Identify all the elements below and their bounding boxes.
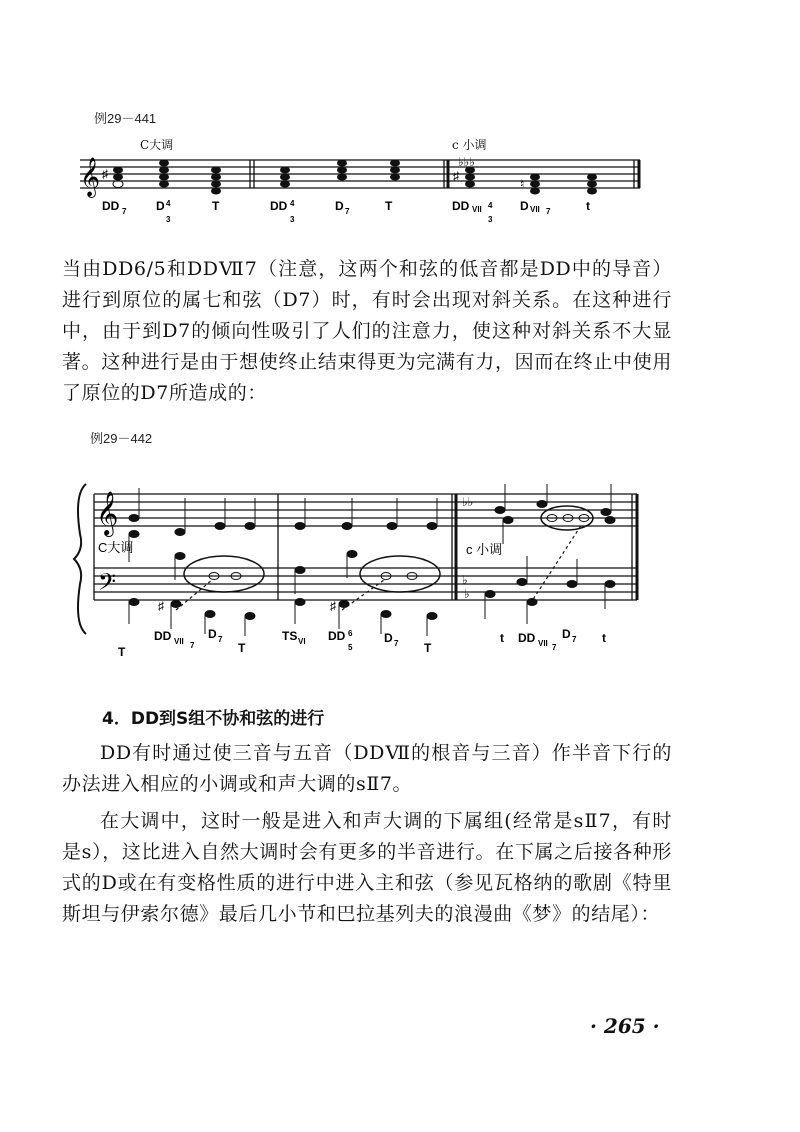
svg-text:6: 6 — [348, 629, 353, 638]
section-heading: 4．DD到S组不协和弦的进行 — [102, 709, 325, 729]
svg-text:DD: DD — [328, 629, 346, 643]
svg-text:VII: VII — [174, 637, 184, 646]
svg-text:T: T — [424, 641, 432, 655]
svg-text:T: T — [385, 199, 393, 213]
svg-text:5: 5 — [348, 643, 353, 652]
paragraph-text: 当由DD6/5和DDⅦ7（注意，这两个和弦的低音都是DD中的导音）进行到原位的属七和弦（D7）时，有时会出现对斜关系。在这种进行中，由于到D7的倾向性吸引了人们的注意力，使这种对斜关系不大显著。这种进行是由于想使终止结束得更为完满有力，因而在终止中使用了原位的D7所造成的： — [62, 258, 672, 404]
svg-text:♭♭: ♭♭ — [462, 495, 474, 509]
svg-text:♮: ♮ — [520, 177, 525, 191]
svg-text:DD: DD — [452, 199, 470, 213]
svg-text:7: 7 — [546, 207, 551, 216]
body-paragraph-1 — [62, 254, 672, 409]
svg-text:♯: ♯ — [158, 599, 164, 613]
svg-text:7: 7 — [572, 635, 577, 644]
svg-text:7: 7 — [190, 641, 195, 650]
svg-text:7: 7 — [345, 207, 350, 216]
music-example-441 — [80, 150, 650, 240]
svg-text:4: 4 — [290, 199, 295, 208]
body-paragraph-2 — [62, 738, 672, 800]
svg-text:♯: ♯ — [330, 599, 336, 613]
chord-noteheads — [113, 160, 597, 195]
chord-symbols — [118, 627, 606, 659]
svg-text:3: 3 — [166, 215, 171, 224]
svg-text:T: T — [238, 641, 246, 655]
svg-text:VI: VI — [298, 637, 306, 646]
key-label-c-minor: c 小调 — [466, 542, 503, 557]
example-label-442: 例29－442 — [90, 431, 153, 446]
treble-clef-icon: 𝄞 — [96, 493, 119, 535]
svg-text:♭: ♭ — [464, 587, 470, 601]
paragraph-text: DD有时通过使三音与五音（DDⅦ的根音与三音）作半音下行的办法进入相应的小调或和声大调的sⅡ7。 — [62, 742, 672, 795]
svg-text:♭: ♭ — [462, 573, 468, 587]
svg-text:t: t — [586, 199, 590, 213]
svg-text:T: T — [118, 645, 126, 659]
accidentals — [158, 495, 473, 613]
svg-text:7: 7 — [218, 635, 223, 644]
noteheads — [129, 484, 615, 636]
svg-text:3: 3 — [488, 215, 493, 224]
svg-text:D: D — [156, 199, 165, 213]
paragraph-text: 在大调中，这时一般是进入和声大调的下属组(经常是sⅡ7，有时是s），这比进入自然大调时会有更多的半音进行。在下属之后接各种形式的D或在有变格性质的进行中进入主和弦（参见瓦格纳的歌剧《特里斯坦与伊索尔德》最后几小节和巴拉基列夫的浪漫曲《梦》的结尾）： — [62, 810, 672, 925]
svg-text:T: T — [212, 199, 220, 213]
brace — [74, 484, 86, 634]
treble-staff-lines — [94, 494, 637, 526]
body-paragraph-3 — [62, 806, 672, 930]
key-label-c-major: C大调 — [98, 540, 134, 555]
music-example-442 — [72, 474, 652, 674]
svg-text:D: D — [562, 627, 571, 641]
example-label-441: 例29－441 — [94, 111, 157, 126]
svg-text:7: 7 — [122, 207, 127, 216]
key-label-c-major: C大调 — [140, 138, 174, 152]
svg-text:TS: TS — [282, 629, 298, 643]
svg-text:D: D — [520, 199, 529, 213]
svg-text:4: 4 — [488, 201, 493, 210]
svg-text:D: D — [208, 627, 217, 641]
svg-text:t: t — [500, 631, 504, 645]
svg-text:♯: ♯ — [102, 167, 108, 181]
svg-text:♭♭♭: ♭♭♭ — [458, 155, 475, 169]
page-number: · 265 · — [590, 1014, 660, 1038]
bass-clef-icon: 𝄢 — [98, 569, 117, 600]
cross-relation-lines — [176, 524, 582, 610]
treble-clef-icon: 𝄞 — [80, 158, 101, 196]
svg-text:♯: ♯ — [453, 169, 459, 183]
svg-text:VII: VII — [530, 205, 540, 214]
svg-text:4: 4 — [166, 199, 171, 208]
key-label-c-minor: c 小调 — [452, 138, 487, 152]
svg-text:D: D — [335, 199, 344, 213]
svg-text:D: D — [384, 631, 393, 645]
svg-text:DD: DD — [518, 631, 536, 645]
svg-text:3: 3 — [290, 215, 295, 224]
svg-text:DD: DD — [270, 199, 288, 213]
svg-text:DD: DD — [102, 199, 120, 213]
svg-text:t: t — [602, 631, 606, 645]
svg-text:VII: VII — [538, 639, 548, 648]
svg-text:VII: VII — [472, 205, 482, 214]
chord-symbols — [102, 199, 590, 224]
svg-text:7: 7 — [394, 639, 399, 648]
svg-text:DD: DD — [154, 629, 172, 643]
svg-text:7: 7 — [552, 643, 557, 652]
